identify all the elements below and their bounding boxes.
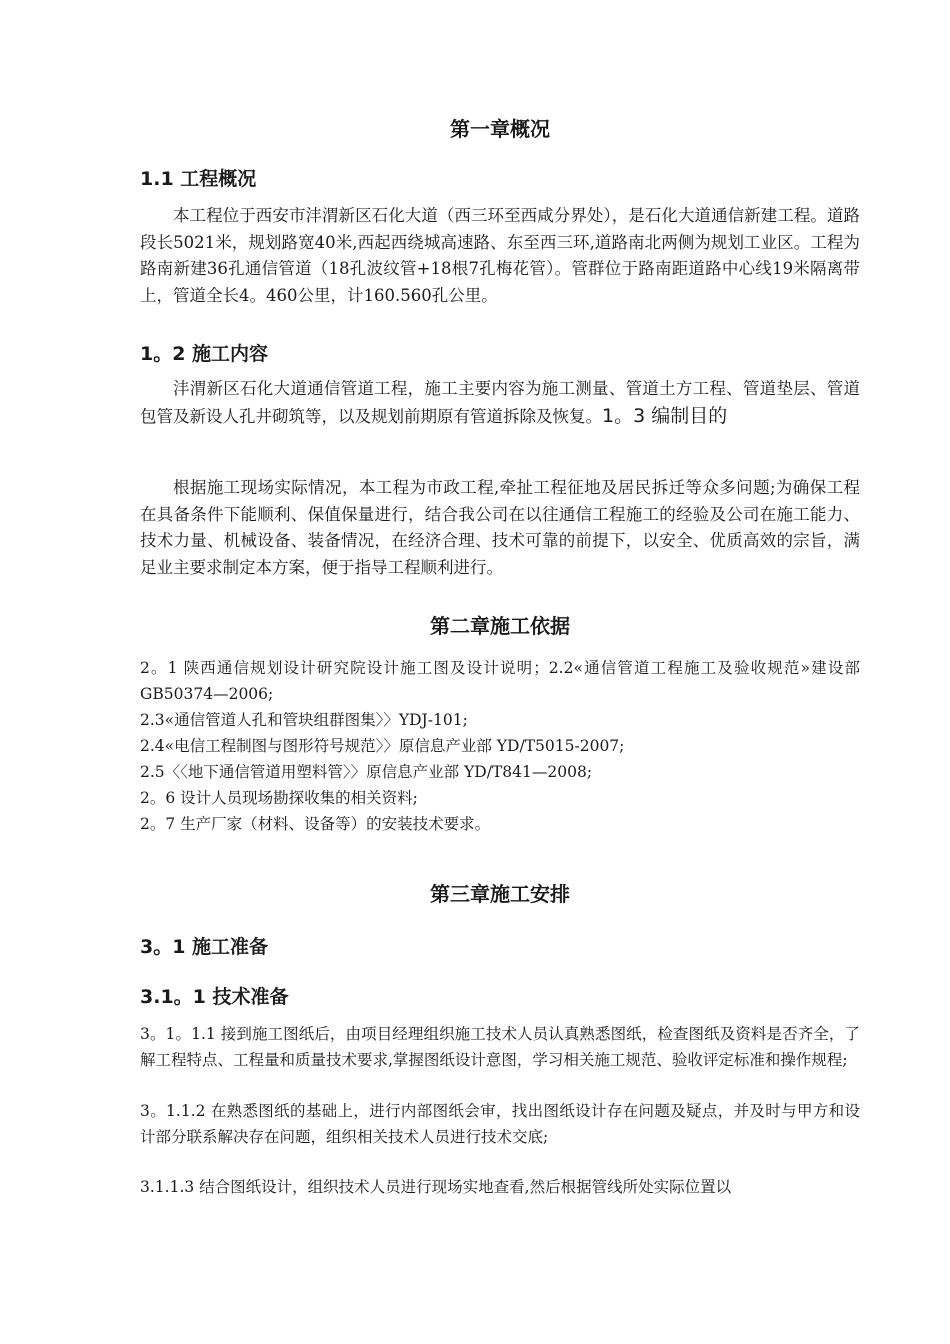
list-item: 2。7 生产厂家（材料、设备等）的安装技术要求。 [140,815,491,833]
list-item: 2。1 陕西通信规划设计研究院设计施工图及设计说明；2.2«通信管道工程施工及验收规范»建设部 GB50374—2006; [140,659,860,703]
section-1-2-paragraph [140,376,860,430]
list-item: 2.4«电信工程制图与图形符号规范〉〉原信息产业部 YD/T5015-2007; [140,737,625,755]
chapter-3-title: 第三章施工安排 [430,882,570,906]
chapter-1-title: 第一章概况 [450,117,550,141]
section-1-1-heading: 1.1 工程概况 [140,168,257,190]
list-item: 2.5〈〈地下通信管道用塑料管〉〉原信息产业部 YD/T841—2008; [140,763,593,781]
list-item: 2。6 设计人员现场勘探收集的相关资料; [140,789,418,807]
tech-prep-item-2: 3。1.1.2 在熟悉图纸的基础上，进行内部图纸会审，找出图纸设计存在问题及疑点，并及时与甲方和设计部分联系解决存在问题，组织相关技术人员进行技术交底; [140,1102,860,1146]
chapter-2-title: 第二章施工依据 [430,614,570,638]
section-1-1-paragraph: 本工程位于西安市沣渭新区石化大道（西三环至西咸分界处），是石化大道通信新建工程。道路段长5021米，规划路宽40米,西起西绕城高速路、东至西三环,道路南北两侧为规划工业区。工程为路南新建36孔通信管道（18孔波纹管+18根7孔梅花管）。管群位于路南距道路中心线19米隔离带上，管道全长4。460公里，计160.560孔公里。 [140,206,860,305]
section-1-2-heading: 1。2 施工内容 [140,343,269,365]
tech-prep-item-1: 3。1。1.1 接到施工图纸后，由项目经理组织施工技术人员认真熟悉图纸，检查图纸及资料是否齐全，了解工程特点、工程量和质量技术要求,掌握图纸设计意图，学习相关施工规范、验收评定标准和操作规程; [140,1025,860,1069]
reference-list [140,655,860,837]
section-1-3-paragraph: 根据施工现场实际情况，本工程为市政工程,牵扯工程征地及居民拆迁等众多问题;为确保工程在具备条件下能顺利、保值保量进行，结合我公司在以往通信工程施工的经验及公司在施工能力、技术力量、机械设备、装备情况，在经济合理、技术可靠的前提下，以安全、优质高效的宗旨，满足业主要求制定本方案，便于指导工程顺利进行。 [140,478,860,577]
section-1-2-text: 沣渭新区石化大道通信管道工程，施工主要内容为施工测量、管道土方工程、管道垫层、管道包管及新设人孔井砌筑等，以及规划前期原有管道拆除及恢复。 [140,379,860,426]
tech-prep-item-3: 3.1.1.3 结合图纸设计，组织技术人员进行现场实地查看,然后根据管线所处实际位置以 [140,1178,732,1196]
section-1-3-heading: 1。3 编制目的 [602,404,728,427]
section-3-1-heading: 3。1 施工准备 [140,936,269,958]
section-3-1-1-heading: 3.1。1 技术准备 [140,986,289,1008]
list-item: 2.3«通信管道人孔和管块组群图集〉〉YDJ-101; [140,711,468,729]
